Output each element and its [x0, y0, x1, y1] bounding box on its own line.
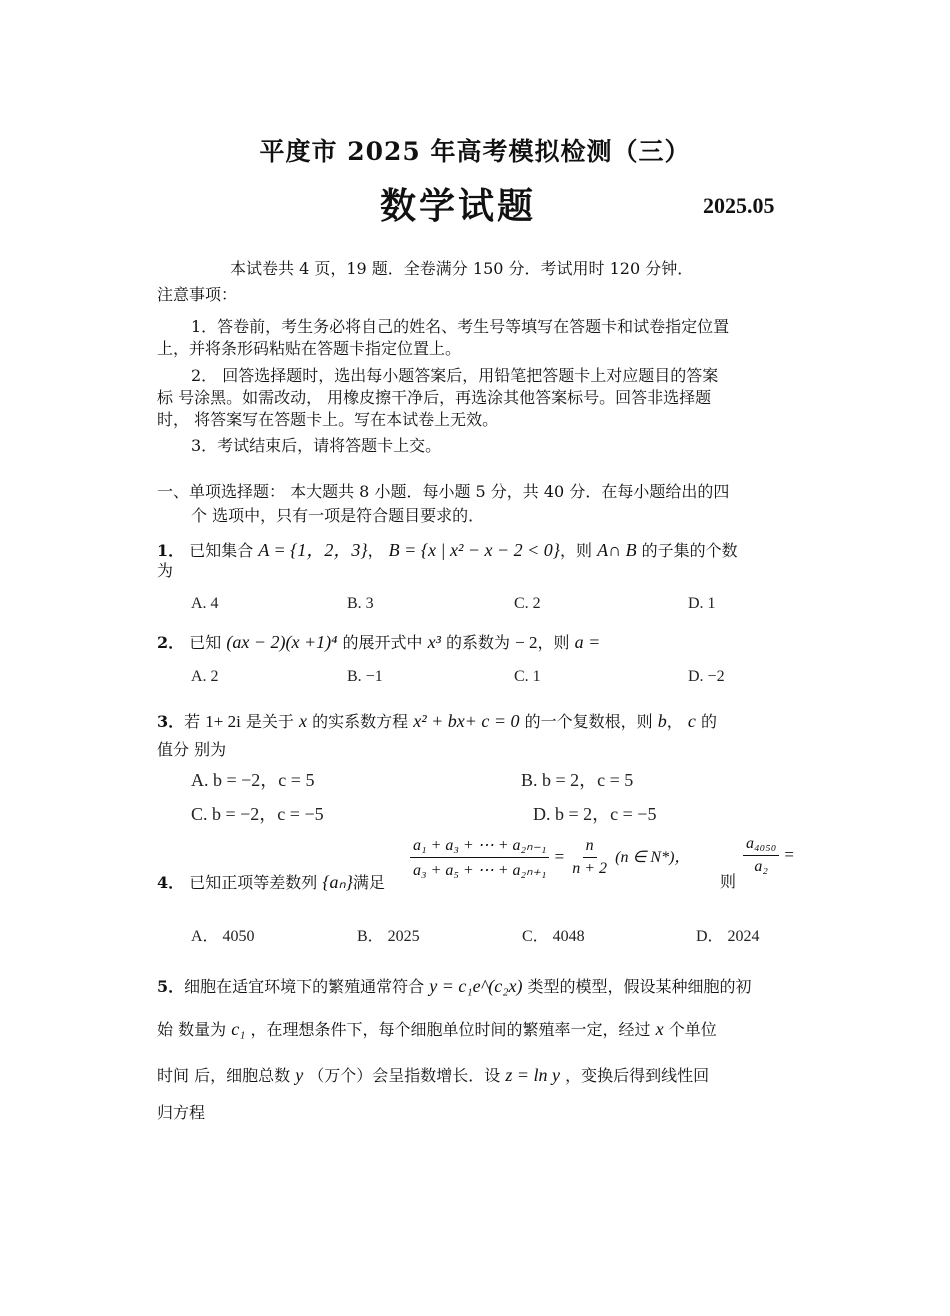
question-5-line3: 时间 后，细胞总数 y （万个）会呈指数增长．设 z = ln y ，变换后得到线性回 — [157, 1065, 710, 1085]
set-b: B = {x | x² − x − 2 < 0} — [388, 540, 560, 560]
note-1: 1．答卷前，考生务必将自己的姓名、考生号等填写在答题卡和试卷指定位置 — [191, 317, 730, 336]
q2-option-d: D. −2 — [688, 668, 725, 685]
question-3: 3．若 1+ 2i 是关于 x 的实系数方程 x² + bx+ c = 0 的一个复数根，则 b， c 的 — [157, 711, 717, 731]
set-a: A = {1，2，3} — [258, 540, 368, 560]
root: 1+ 2i — [205, 712, 241, 731]
q3-option-a: A. b = −2，c = 5 — [191, 770, 315, 790]
q3-option-b: B. b = 2，c = 5 — [521, 770, 634, 790]
section-heading-cont: 个 选项中，只有一项是符合题目要求的． — [191, 506, 485, 525]
q4-option-d: D． 2024 — [696, 928, 760, 945]
q1-option-d: D. 1 — [688, 595, 716, 612]
notice-title: 注意事项： — [157, 285, 238, 304]
note-1-cont: 上，并将条形码粘贴在答题卡指定位置上。 — [157, 339, 462, 358]
expression: (ax − 2)(x +1)⁴ — [226, 632, 338, 652]
q2-option-b: B. −1 — [347, 668, 383, 685]
q4-option-b: B． 2025 — [357, 928, 420, 945]
question-number: 3． — [157, 712, 185, 731]
question-number: 2． — [157, 633, 185, 652]
question-1: 1． 已知集合 A = {1，2，3}， B = {x | x² − x − 2 < 0}，则 A∩ B 的子集的个数 — [157, 540, 738, 560]
question-5-line2: 始 数量为 c₁ ，在理想条件下，每个细胞单位时间的繁殖率一定，经过 x 个单位 — [157, 1019, 717, 1039]
note-2: 2． 回答选择题时，选出每小题答案后，用铅笔把答题卡上对应题目的答案 — [191, 366, 719, 385]
subject-title: 数学试题 — [380, 185, 537, 227]
q2-option-c: C. 1 — [514, 668, 541, 685]
question-number: 1． — [157, 541, 185, 560]
q4-option-c: C． 4048 — [522, 928, 585, 945]
q1-option-a: A. 4 — [191, 595, 219, 612]
q4-condition-fraction: $\frac{\text{a₁ + a₃ + ⋯ + a₂ₙ₋₁}}{\text{a₃ + a₅ + ⋯ + a₂ₙ₊₁}}$ = $\frac{n}{n + 2}$ (n ∈ N*)， — [410, 835, 690, 880]
q1-option-b: B. 3 — [347, 595, 374, 612]
exam-summary: 本试卷共 4 页，19 题．全卷满分 150 分．考试用时 120 分钟． — [230, 259, 694, 278]
growth-model: y = c₁e^(c₂x) — [429, 976, 523, 996]
question-5-line4: 归方程 — [157, 1103, 206, 1122]
term: x³ — [427, 632, 441, 652]
sequence: {aₙ} — [322, 872, 353, 892]
q3-option-c: C. b = −2，c = −5 — [191, 804, 324, 824]
note-2-cont2: 时， 将答案写在答题卡上。写在本试卷上无效。 — [157, 410, 499, 429]
note-3: 3．考试结束后，请将答题卡上交。 — [191, 436, 442, 455]
section-heading: 一、单项选择题： 本大题共 8 小题．每小题 5 分，共 40 分．在每小题给出的四 — [157, 482, 730, 501]
equation: x² + bx+ c = 0 — [413, 711, 520, 731]
intersection: A∩ B — [597, 540, 637, 560]
q3-option-d: D. b = 2，c = −5 — [533, 804, 657, 824]
question-2: 2． 已知 (ax − 2)(x +1)⁴ 的展开式中 x³ 的系数为 − 2，则 a = — [157, 632, 601, 652]
note-2-cont: 标 号涂黑。如需改动， 用橡皮擦干净后，再选涂其他答案标号。回答非选择题 — [157, 388, 712, 407]
question-5: 5．细胞在适宜环境下的繁殖通常符合 y = c₁e^(c₂x) 类型的模型，假设某种细胞的初 — [157, 976, 752, 996]
q4-option-a: A． 4050 — [191, 928, 255, 945]
q4-ask-fraction: $\frac{\text{a₄₀₅₀}}{\text{a₂}}$ = — [743, 835, 794, 876]
question-1-cont: 为 — [157, 561, 174, 580]
question-number: 5． — [157, 977, 185, 996]
question-4-lead: 4． 已知正项等差数列 {aₙ}满足 — [157, 872, 385, 892]
question-3-cont: 值分 别为 — [157, 740, 227, 759]
q2-option-a: A. 2 — [191, 668, 219, 685]
exam-date: 2025.05 — [703, 193, 775, 218]
question-number: 4． — [157, 873, 185, 892]
q1-option-c: C. 2 — [514, 595, 541, 612]
exam-title: 平度市 2025 年高考模拟检测（三） — [259, 137, 691, 166]
